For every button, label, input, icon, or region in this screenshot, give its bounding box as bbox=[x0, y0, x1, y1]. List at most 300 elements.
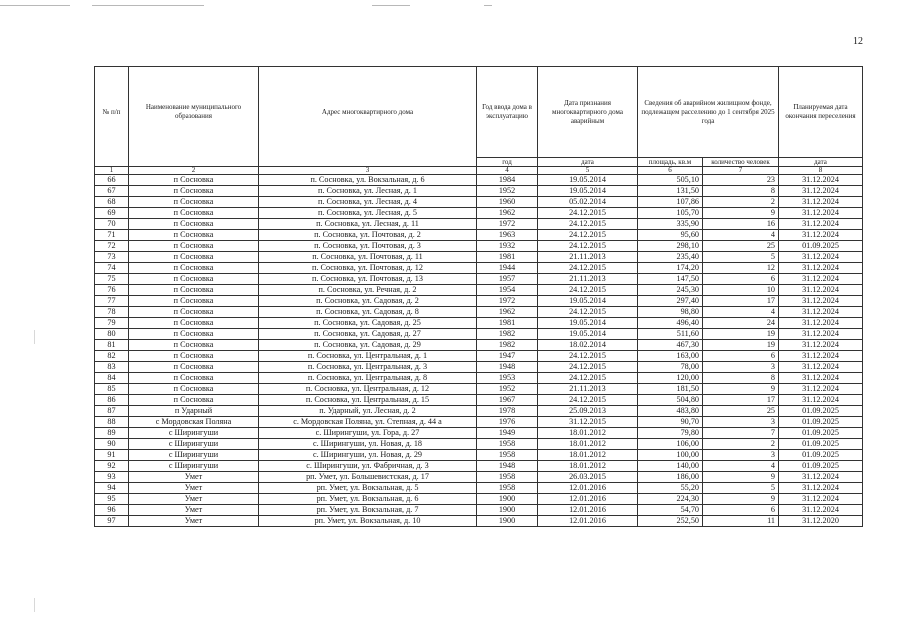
municipality-cell: с Ширингуши bbox=[129, 450, 259, 461]
table-row bbox=[95, 340, 863, 351]
row-number-cell: 90 bbox=[95, 439, 129, 450]
column-number: 1 bbox=[95, 167, 129, 175]
table-row bbox=[95, 329, 863, 340]
planned-date-cell: 31.12.2024 bbox=[779, 373, 863, 384]
municipality-cell: п Сосновка bbox=[129, 318, 259, 329]
row-number-cell: 67 bbox=[95, 186, 129, 197]
year-cell: 1960 bbox=[477, 197, 538, 208]
row-number-cell: 80 bbox=[95, 329, 129, 340]
area-cell: 147,50 bbox=[638, 274, 703, 285]
address-cell: п. Сосновка, ул. Лесная, д. 11 bbox=[259, 219, 477, 230]
people-count-cell: 19 bbox=[703, 329, 779, 340]
table-row bbox=[95, 483, 863, 494]
planned-date-cell: 31.12.2024 bbox=[779, 395, 863, 406]
row-number-cell: 84 bbox=[95, 373, 129, 384]
address-cell: п. Сосновка, ул. Центральная, д. 12 bbox=[259, 384, 477, 395]
row-number-cell: 87 bbox=[95, 406, 129, 417]
planned-date-cell: 31.12.2024 bbox=[779, 296, 863, 307]
year-cell: 1958 bbox=[477, 439, 538, 450]
row-number-cell: 70 bbox=[95, 219, 129, 230]
planned-date-cell: 31.12.2024 bbox=[779, 384, 863, 395]
recognition-date-cell: 18.01.2012 bbox=[538, 461, 638, 472]
people-count-cell: 19 bbox=[703, 340, 779, 351]
people-count-cell: 6 bbox=[703, 505, 779, 516]
municipality-cell: Умет bbox=[129, 472, 259, 483]
column-number-row bbox=[95, 167, 863, 175]
column-number: 6 bbox=[638, 167, 703, 175]
municipality-cell: с Ширингуши bbox=[129, 461, 259, 472]
column-number: 2 bbox=[129, 167, 259, 175]
year-cell: 1948 bbox=[477, 461, 538, 472]
top-edge-line bbox=[484, 5, 492, 6]
address-cell: рп. Умет, ул. Большевистская, д. 17 bbox=[259, 472, 477, 483]
table-row bbox=[95, 186, 863, 197]
recognition-date-cell: 21.11.2013 bbox=[538, 252, 638, 263]
year-cell: 1958 bbox=[477, 450, 538, 461]
recognition-date-cell: 24.12.2015 bbox=[538, 219, 638, 230]
people-count-cell: 8 bbox=[703, 186, 779, 197]
table-row bbox=[95, 406, 863, 417]
planned-date-cell: 31.12.2024 bbox=[779, 472, 863, 483]
row-number-cell: 73 bbox=[95, 252, 129, 263]
row-number-cell: 81 bbox=[95, 340, 129, 351]
recognition-date-cell: 21.11.2013 bbox=[538, 384, 638, 395]
people-count-cell: 2 bbox=[703, 439, 779, 450]
municipality-cell: п Сосновка bbox=[129, 208, 259, 219]
municipality-cell: п Сосновка bbox=[129, 340, 259, 351]
address-cell: п. Сосновка, ул. Лесная, д. 4 bbox=[259, 197, 477, 208]
people-count-cell: 5 bbox=[703, 252, 779, 263]
area-cell: 511,60 bbox=[638, 329, 703, 340]
year-cell: 1952 bbox=[477, 186, 538, 197]
planned-date-cell: 01.09.2025 bbox=[779, 406, 863, 417]
top-edge-line bbox=[372, 5, 410, 6]
address-cell: рп. Умет, ул. Вокзальная, д. 10 bbox=[259, 516, 477, 527]
emergency-housing-table bbox=[94, 66, 863, 527]
recognition-date-cell: 18.01.2012 bbox=[538, 439, 638, 450]
top-edge-line bbox=[0, 5, 70, 6]
year-cell: 1982 bbox=[477, 340, 538, 351]
year-cell: 1944 bbox=[477, 263, 538, 274]
planned-date-cell: 31.12.2024 bbox=[779, 175, 863, 186]
municipality-cell: п Сосновка bbox=[129, 384, 259, 395]
row-number-cell: 78 bbox=[95, 307, 129, 318]
people-count-cell: 4 bbox=[703, 307, 779, 318]
municipality-cell: Умет bbox=[129, 483, 259, 494]
table-row bbox=[95, 351, 863, 362]
area-cell: 131,50 bbox=[638, 186, 703, 197]
table-row bbox=[95, 450, 863, 461]
area-cell: 467,30 bbox=[638, 340, 703, 351]
subheader-empty bbox=[259, 158, 477, 167]
people-count-cell: 10 bbox=[703, 285, 779, 296]
recognition-date-cell: 12.01.2016 bbox=[538, 516, 638, 527]
people-count-cell: 7 bbox=[703, 428, 779, 439]
table-row bbox=[95, 219, 863, 230]
subheader-date: дата bbox=[538, 158, 638, 167]
row-number-cell: 79 bbox=[95, 318, 129, 329]
recognition-date-cell: 19.05.2014 bbox=[538, 186, 638, 197]
planned-date-cell: 31.12.2024 bbox=[779, 329, 863, 340]
address-cell: п. Сосновка, ул. Почтовая, д. 12 bbox=[259, 263, 477, 274]
column-number: 7 bbox=[703, 167, 779, 175]
table-row bbox=[95, 439, 863, 450]
row-number-cell: 68 bbox=[95, 197, 129, 208]
municipality-cell: п Сосновка bbox=[129, 175, 259, 186]
planned-date-cell: 01.09.2025 bbox=[779, 461, 863, 472]
municipality-cell: с Ширингуши bbox=[129, 428, 259, 439]
area-cell: 55,20 bbox=[638, 483, 703, 494]
address-cell: п. Ударный, ул. Лесная, д. 2 bbox=[259, 406, 477, 417]
people-count-cell: 9 bbox=[703, 472, 779, 483]
recognition-date-cell: 12.01.2016 bbox=[538, 483, 638, 494]
municipality-cell: п Сосновка bbox=[129, 296, 259, 307]
row-number-cell: 96 bbox=[95, 505, 129, 516]
planned-date-cell: 31.12.2024 bbox=[779, 197, 863, 208]
planned-date-cell: 31.12.2024 bbox=[779, 274, 863, 285]
area-cell: 106,00 bbox=[638, 439, 703, 450]
planned-date-cell: 31.12.2024 bbox=[779, 318, 863, 329]
area-cell: 107,86 bbox=[638, 197, 703, 208]
municipality-cell: п Сосновка bbox=[129, 219, 259, 230]
year-cell: 1958 bbox=[477, 483, 538, 494]
column-number: 8 bbox=[779, 167, 863, 175]
people-count-cell: 9 bbox=[703, 208, 779, 219]
row-number-cell: 74 bbox=[95, 263, 129, 274]
area-cell: 483,80 bbox=[638, 406, 703, 417]
recognition-date-cell: 19.05.2014 bbox=[538, 175, 638, 186]
address-cell: п. Сосновка, ул. Вокзальная, д. 6 bbox=[259, 175, 477, 186]
year-cell: 1954 bbox=[477, 285, 538, 296]
address-cell: рп. Умет, ул. Вокзальная, д. 5 bbox=[259, 483, 477, 494]
area-cell: 496,40 bbox=[638, 318, 703, 329]
table-row bbox=[95, 285, 863, 296]
people-count-cell: 9 bbox=[703, 384, 779, 395]
year-cell: 1962 bbox=[477, 307, 538, 318]
area-cell: 504,80 bbox=[638, 395, 703, 406]
planned-date-cell: 31.12.2024 bbox=[779, 483, 863, 494]
year-cell: 1900 bbox=[477, 494, 538, 505]
subheader-area: площадь, кв.м bbox=[638, 158, 703, 167]
people-count-cell: 25 bbox=[703, 241, 779, 252]
year-cell: 1972 bbox=[477, 219, 538, 230]
municipality-cell: п Сосновка bbox=[129, 395, 259, 406]
people-count-cell: 12 bbox=[703, 263, 779, 274]
address-cell: п. Сосновка, ул. Центральная, д. 3 bbox=[259, 362, 477, 373]
row-number-cell: 97 bbox=[95, 516, 129, 527]
row-number-cell: 76 bbox=[95, 285, 129, 296]
row-number-cell: 85 bbox=[95, 384, 129, 395]
area-cell: 224,30 bbox=[638, 494, 703, 505]
recognition-date-cell: 12.01.2016 bbox=[538, 494, 638, 505]
recognition-date-cell: 24.12.2015 bbox=[538, 351, 638, 362]
area-cell: 181,50 bbox=[638, 384, 703, 395]
page-number: 12 bbox=[853, 36, 863, 47]
address-cell: с. Мордовская Поляна, ул. Степная, д. 44 а bbox=[259, 417, 477, 428]
planned-date-cell: 31.12.2024 bbox=[779, 494, 863, 505]
planned-date-cell: 01.09.2025 bbox=[779, 428, 863, 439]
header-planned-date: Планируемая дата окончания переселения bbox=[779, 67, 863, 158]
people-count-cell: 11 bbox=[703, 516, 779, 527]
address-cell: с. Ширингуши, ул. Новая, д. 29 bbox=[259, 450, 477, 461]
row-number-cell: 95 bbox=[95, 494, 129, 505]
recognition-date-cell: 21.11.2013 bbox=[538, 274, 638, 285]
table-row bbox=[95, 494, 863, 505]
area-cell: 54,70 bbox=[638, 505, 703, 516]
year-cell: 1981 bbox=[477, 318, 538, 329]
subheader-people: количество человек bbox=[703, 158, 779, 167]
people-count-cell: 24 bbox=[703, 318, 779, 329]
row-number-cell: 88 bbox=[95, 417, 129, 428]
municipality-cell: п Ударный bbox=[129, 406, 259, 417]
table-row bbox=[95, 318, 863, 329]
row-number-cell: 71 bbox=[95, 230, 129, 241]
address-cell: рп. Умет, ул. Вокзальная, д. 6 bbox=[259, 494, 477, 505]
subheader-empty bbox=[95, 158, 129, 167]
planned-date-cell: 01.09.2025 bbox=[779, 241, 863, 252]
recognition-date-cell: 19.05.2014 bbox=[538, 318, 638, 329]
year-cell: 1932 bbox=[477, 241, 538, 252]
planned-date-cell: 31.12.2024 bbox=[779, 505, 863, 516]
municipality-cell: п Сосновка bbox=[129, 197, 259, 208]
planned-date-cell: 01.09.2025 bbox=[779, 450, 863, 461]
year-cell: 1900 bbox=[477, 505, 538, 516]
planned-date-cell: 31.12.2024 bbox=[779, 230, 863, 241]
subheader-planned-date: дата bbox=[779, 158, 863, 167]
recognition-date-cell: 24.12.2015 bbox=[538, 307, 638, 318]
address-cell: п. Сосновка, ул. Центральная, д. 1 bbox=[259, 351, 477, 362]
margin-mark bbox=[34, 330, 35, 344]
top-edge-line bbox=[92, 5, 204, 6]
row-number-cell: 89 bbox=[95, 428, 129, 439]
table-row bbox=[95, 516, 863, 527]
year-cell: 1981 bbox=[477, 252, 538, 263]
municipality-cell: п Сосновка bbox=[129, 285, 259, 296]
recognition-date-cell: 24.12.2015 bbox=[538, 241, 638, 252]
planned-date-cell: 31.12.2024 bbox=[779, 219, 863, 230]
area-cell: 235,40 bbox=[638, 252, 703, 263]
area-cell: 95,60 bbox=[638, 230, 703, 241]
address-cell: п. Сосновка, ул. Почтовая, д. 11 bbox=[259, 252, 477, 263]
address-cell: п. Сосновка, ул. Почтовая, д. 3 bbox=[259, 241, 477, 252]
table-row bbox=[95, 208, 863, 219]
people-count-cell: 3 bbox=[703, 417, 779, 428]
row-number-cell: 94 bbox=[95, 483, 129, 494]
municipality-cell: п Сосновка bbox=[129, 307, 259, 318]
area-cell: 120,00 bbox=[638, 373, 703, 384]
municipality-cell: с Мордовская Поляна bbox=[129, 417, 259, 428]
planned-date-cell: 01.09.2025 bbox=[779, 417, 863, 428]
year-cell: 1978 bbox=[477, 406, 538, 417]
recognition-date-cell: 31.12.2015 bbox=[538, 417, 638, 428]
column-number: 4 bbox=[477, 167, 538, 175]
planned-date-cell: 31.12.2024 bbox=[779, 351, 863, 362]
year-cell: 1952 bbox=[477, 384, 538, 395]
area-cell: 78,00 bbox=[638, 362, 703, 373]
row-number-cell: 72 bbox=[95, 241, 129, 252]
address-cell: с. Ширингуши, ул. Новая, д. 18 bbox=[259, 439, 477, 450]
address-cell: п. Сосновка, ул. Садовая, д. 8 bbox=[259, 307, 477, 318]
address-cell: п. Сосновка, ул. Садовая, д. 27 bbox=[259, 329, 477, 340]
table-row bbox=[95, 505, 863, 516]
row-number-cell: 77 bbox=[95, 296, 129, 307]
header-address: Адрес многоквартирного дома bbox=[259, 67, 477, 158]
people-count-cell: 16 bbox=[703, 219, 779, 230]
area-cell: 174,20 bbox=[638, 263, 703, 274]
table-row bbox=[95, 417, 863, 428]
row-number-cell: 83 bbox=[95, 362, 129, 373]
people-count-cell: 17 bbox=[703, 395, 779, 406]
table-row bbox=[95, 274, 863, 285]
row-number-cell: 75 bbox=[95, 274, 129, 285]
area-cell: 90,70 bbox=[638, 417, 703, 428]
people-count-cell: 6 bbox=[703, 351, 779, 362]
area-cell: 186,00 bbox=[638, 472, 703, 483]
table-row bbox=[95, 395, 863, 406]
address-cell: рп. Умет, ул. Вокзальная, д. 7 bbox=[259, 505, 477, 516]
year-cell: 1900 bbox=[477, 516, 538, 527]
municipality-cell: п Сосновка bbox=[129, 241, 259, 252]
year-cell: 1957 bbox=[477, 274, 538, 285]
header-year: Год ввода дома в эксплуатацию bbox=[477, 67, 538, 158]
year-cell: 1976 bbox=[477, 417, 538, 428]
planned-date-cell: 31.12.2024 bbox=[779, 263, 863, 274]
year-cell: 1962 bbox=[477, 208, 538, 219]
area-cell: 140,00 bbox=[638, 461, 703, 472]
year-cell: 1972 bbox=[477, 296, 538, 307]
subheader-row bbox=[95, 158, 863, 167]
municipality-cell: п Сосновка bbox=[129, 186, 259, 197]
municipality-cell: п Сосновка bbox=[129, 351, 259, 362]
planned-date-cell: 31.12.2024 bbox=[779, 208, 863, 219]
municipality-cell: п Сосновка bbox=[129, 274, 259, 285]
municipality-cell: п Сосновка bbox=[129, 329, 259, 340]
area-cell: 79,80 bbox=[638, 428, 703, 439]
planned-date-cell: 31.12.2020 bbox=[779, 516, 863, 527]
address-cell: п. Сосновка, ул. Садовая, д. 2 bbox=[259, 296, 477, 307]
people-count-cell: 9 bbox=[703, 494, 779, 505]
people-count-cell: 25 bbox=[703, 406, 779, 417]
people-count-cell: 3 bbox=[703, 450, 779, 461]
area-cell: 98,80 bbox=[638, 307, 703, 318]
table-row bbox=[95, 197, 863, 208]
row-number-cell: 69 bbox=[95, 208, 129, 219]
municipality-cell: Умет bbox=[129, 516, 259, 527]
year-cell: 1984 bbox=[477, 175, 538, 186]
header-fund: Сведения об аварийном жилищном фонде, подлежащем расселению до 1 сентября 2025 года bbox=[638, 67, 779, 158]
year-cell: 1949 bbox=[477, 428, 538, 439]
recognition-date-cell: 19.05.2014 bbox=[538, 329, 638, 340]
recognition-date-cell: 18.02.2014 bbox=[538, 340, 638, 351]
people-count-cell: 8 bbox=[703, 373, 779, 384]
area-cell: 297,40 bbox=[638, 296, 703, 307]
row-number-cell: 66 bbox=[95, 175, 129, 186]
area-cell: 245,30 bbox=[638, 285, 703, 296]
address-cell: п. Сосновка, ул. Садовая, д. 25 bbox=[259, 318, 477, 329]
table-row bbox=[95, 307, 863, 318]
recognition-date-cell: 24.12.2015 bbox=[538, 395, 638, 406]
area-cell: 505,10 bbox=[638, 175, 703, 186]
table-row bbox=[95, 373, 863, 384]
municipality-cell: с Ширингуши bbox=[129, 439, 259, 450]
recognition-date-cell: 19.05.2014 bbox=[538, 296, 638, 307]
recognition-date-cell: 24.12.2015 bbox=[538, 230, 638, 241]
area-cell: 252,50 bbox=[638, 516, 703, 527]
address-cell: п. Сосновка, ул. Центральная, д. 15 bbox=[259, 395, 477, 406]
address-cell: п. Сосновка, ул. Лесная, д. 1 bbox=[259, 186, 477, 197]
year-cell: 1953 bbox=[477, 373, 538, 384]
table-row bbox=[95, 461, 863, 472]
municipality-cell: п Сосновка bbox=[129, 252, 259, 263]
recognition-date-cell: 26.03.2015 bbox=[538, 472, 638, 483]
planned-date-cell: 31.12.2024 bbox=[779, 285, 863, 296]
subheader-empty bbox=[129, 158, 259, 167]
people-count-cell: 2 bbox=[703, 197, 779, 208]
area-cell: 335,90 bbox=[638, 219, 703, 230]
year-cell: 1967 bbox=[477, 395, 538, 406]
table-row bbox=[95, 230, 863, 241]
people-count-cell: 17 bbox=[703, 296, 779, 307]
address-cell: п. Сосновка, ул. Центральная, д. 8 bbox=[259, 373, 477, 384]
header-no: № п/п bbox=[95, 67, 129, 158]
recognition-date-cell: 24.12.2015 bbox=[538, 208, 638, 219]
people-count-cell: 5 bbox=[703, 483, 779, 494]
address-cell: п. Сосновка, ул. Почтовая, д. 2 bbox=[259, 230, 477, 241]
municipality-cell: Умет bbox=[129, 505, 259, 516]
municipality-cell: п Сосновка bbox=[129, 263, 259, 274]
address-cell: с. Ширингуши, ул. Гора, д. 27 bbox=[259, 428, 477, 439]
address-cell: с. Ширингуши, ул. Фабричная, д. 3 bbox=[259, 461, 477, 472]
recognition-date-cell: 24.12.2015 bbox=[538, 373, 638, 384]
year-cell: 1948 bbox=[477, 362, 538, 373]
subheader-year: год bbox=[477, 158, 538, 167]
address-cell: п. Сосновка, ул. Почтовая, д. 13 bbox=[259, 274, 477, 285]
people-count-cell: 23 bbox=[703, 175, 779, 186]
row-number-cell: 93 bbox=[95, 472, 129, 483]
table-row bbox=[95, 472, 863, 483]
table-row bbox=[95, 362, 863, 373]
recognition-date-cell: 12.01.2016 bbox=[538, 505, 638, 516]
table-row bbox=[95, 384, 863, 395]
recognition-date-cell: 25.09.2013 bbox=[538, 406, 638, 417]
planned-date-cell: 31.12.2024 bbox=[779, 340, 863, 351]
row-number-cell: 92 bbox=[95, 461, 129, 472]
area-cell: 100,00 bbox=[638, 450, 703, 461]
header-row bbox=[95, 67, 863, 158]
recognition-date-cell: 18.01.2012 bbox=[538, 428, 638, 439]
planned-date-cell: 31.12.2024 bbox=[779, 186, 863, 197]
table-row bbox=[95, 241, 863, 252]
column-number: 3 bbox=[259, 167, 477, 175]
people-count-cell: 4 bbox=[703, 230, 779, 241]
area-cell: 298,10 bbox=[638, 241, 703, 252]
table-row bbox=[95, 252, 863, 263]
header-recognition-date: Дата признания многоквартирного дома аварийным bbox=[538, 67, 638, 158]
recognition-date-cell: 24.12.2015 bbox=[538, 263, 638, 274]
people-count-cell: 6 bbox=[703, 274, 779, 285]
planned-date-cell: 31.12.2024 bbox=[779, 362, 863, 373]
year-cell: 1947 bbox=[477, 351, 538, 362]
people-count-cell: 3 bbox=[703, 362, 779, 373]
planned-date-cell: 31.12.2024 bbox=[779, 252, 863, 263]
header-municipality: Наименование муниципального образования bbox=[129, 67, 259, 158]
municipality-cell: п Сосновка bbox=[129, 230, 259, 241]
table-row bbox=[95, 296, 863, 307]
table-row bbox=[95, 175, 863, 186]
recognition-date-cell: 05.02.2014 bbox=[538, 197, 638, 208]
year-cell: 1963 bbox=[477, 230, 538, 241]
recognition-date-cell: 18.01.2012 bbox=[538, 450, 638, 461]
